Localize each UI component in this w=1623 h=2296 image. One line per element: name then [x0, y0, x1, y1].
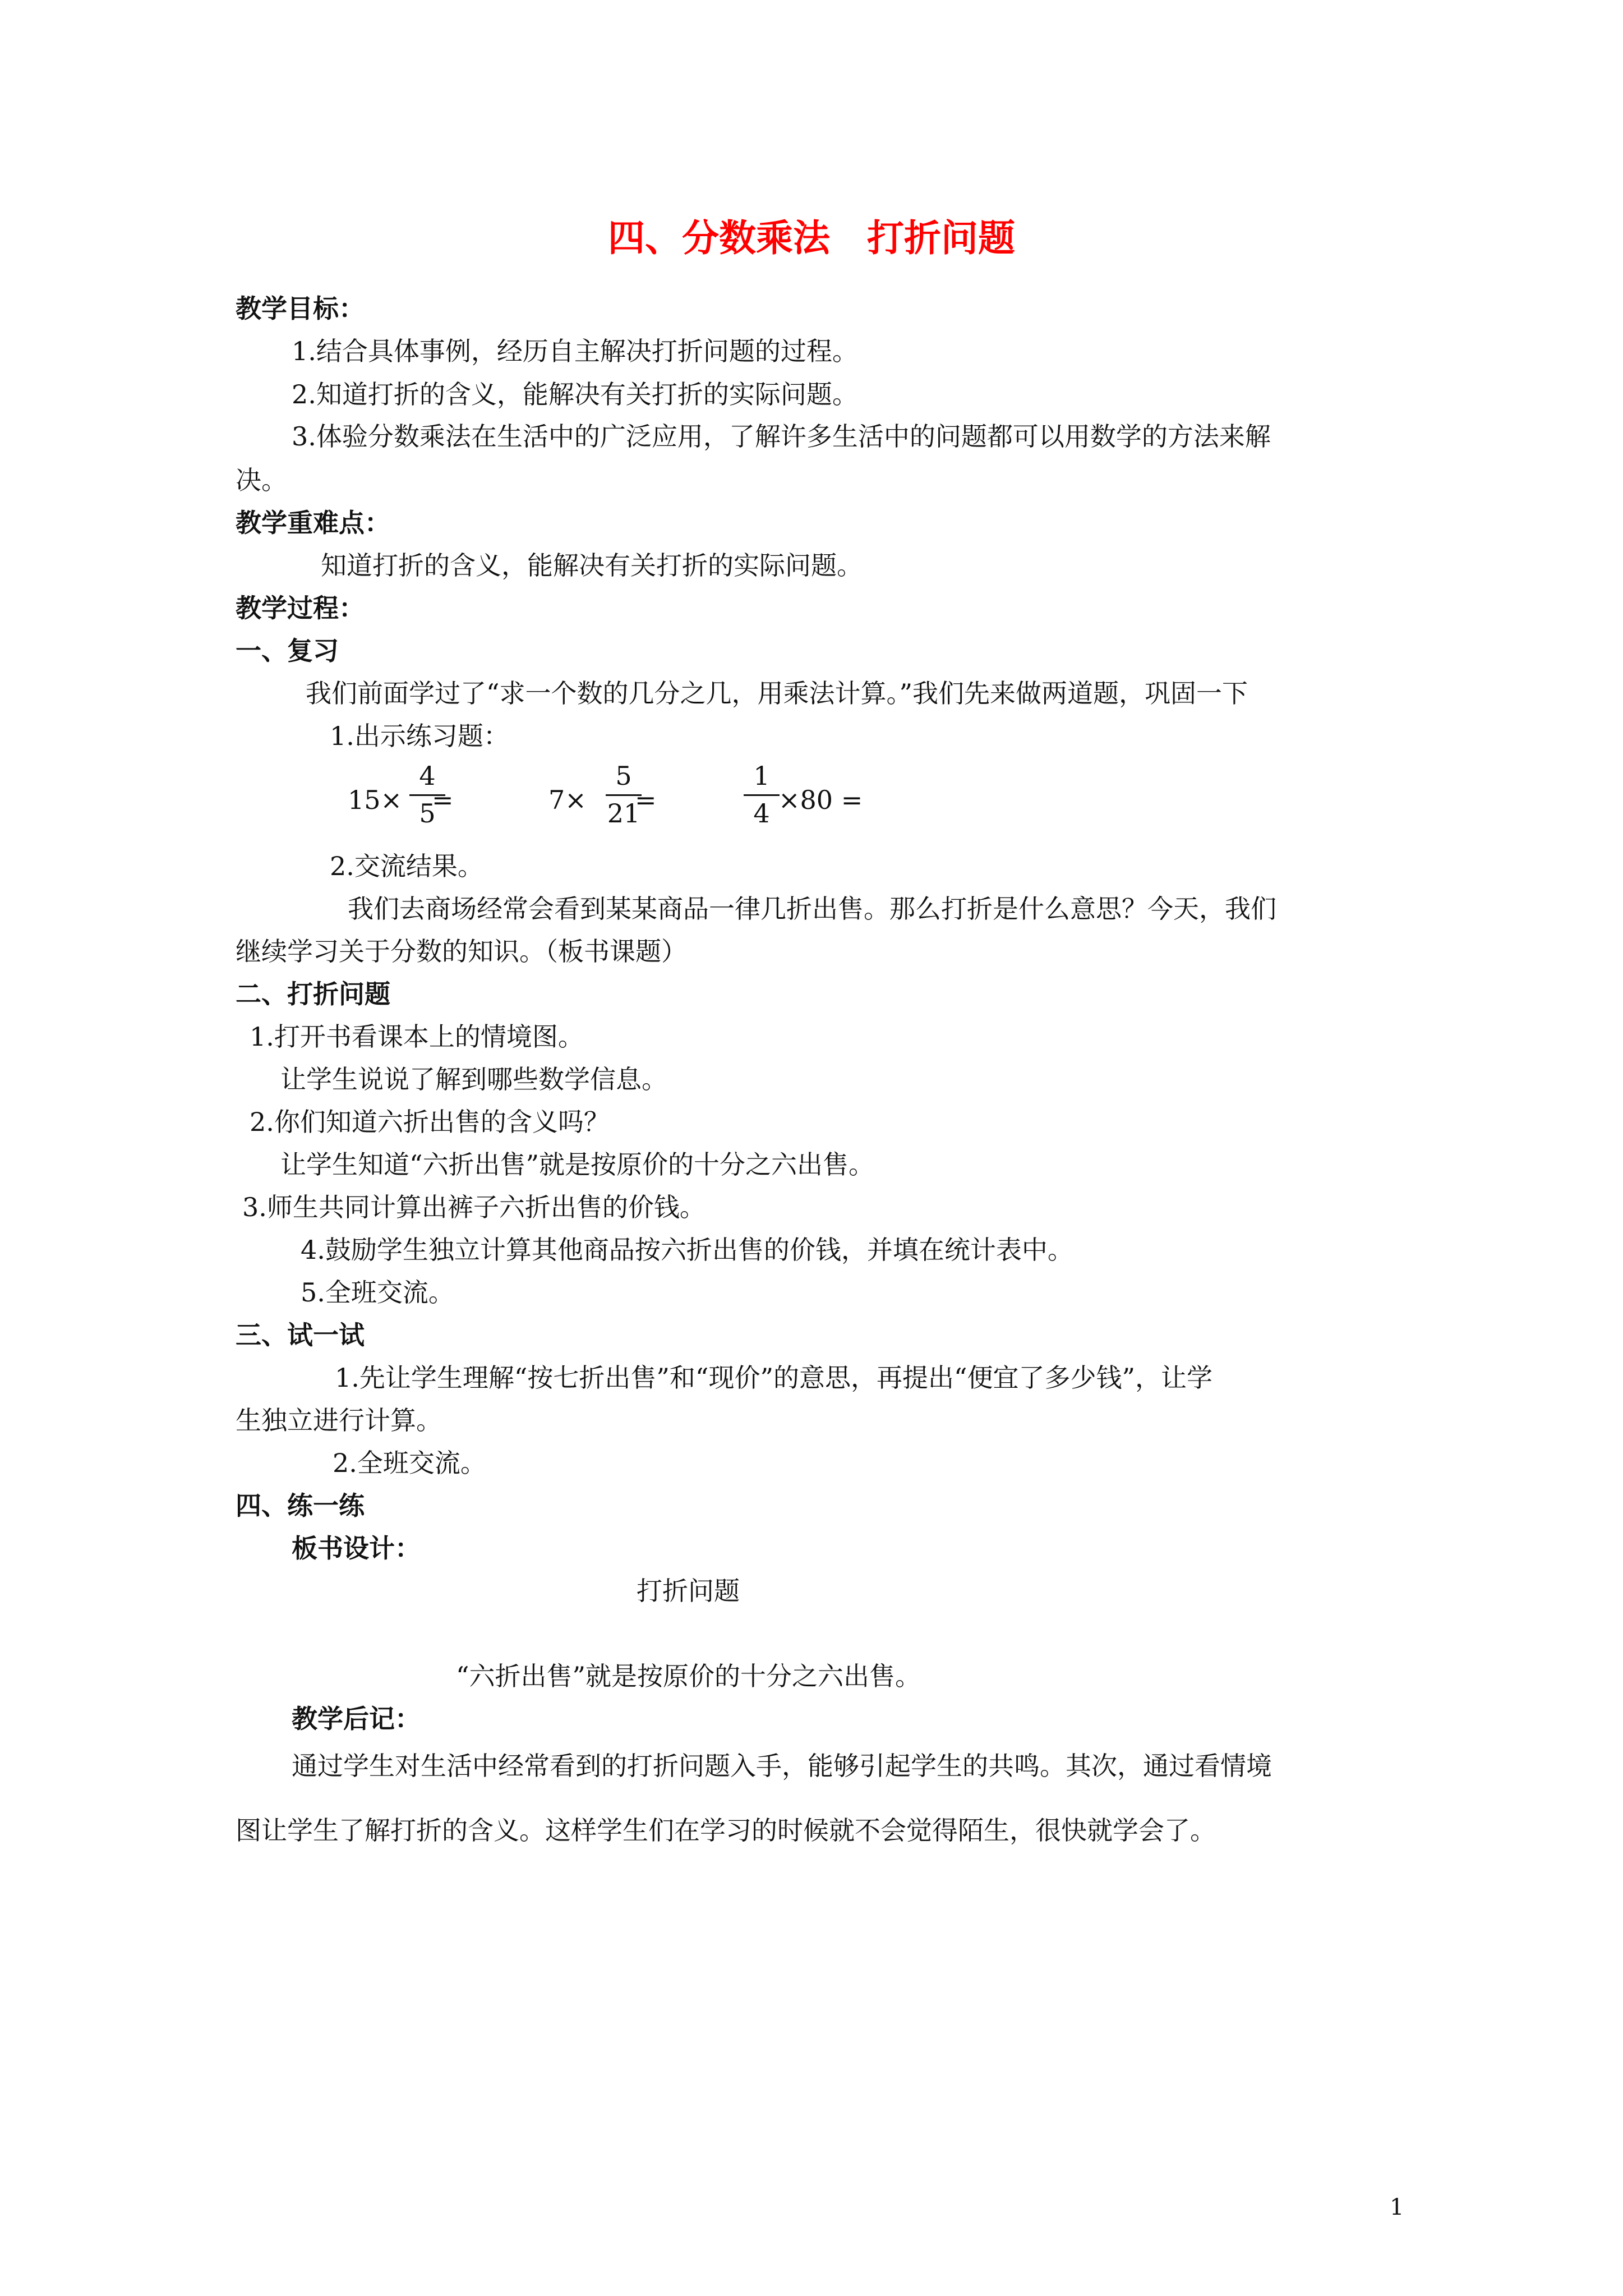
reflection-line-2: 图让学生了解打折的含义。这样学生们在学习的时候就不会觉得陌生，很快就学会了。: [236, 1815, 1216, 1846]
discount-line-1: 1.打开书看课本上的情境图。: [250, 1022, 584, 1052]
discount-line-3: 2.你们知道六折出售的含义吗？: [250, 1107, 610, 1137]
key-points-text: 知道打折的含义，能解决有关打折的实际问题。: [321, 550, 863, 581]
review-paragraph-line-2: 继续学习关于分数的知识。（板书课题）: [236, 936, 687, 967]
objective-item-1: 1.结合具体事例，经历自主解决打折问题的过程。: [292, 336, 858, 366]
key-points-heading: 教学重难点：: [236, 508, 390, 538]
fraction-bar: [744, 794, 780, 796]
discount-line-6: 4.鼓励学生独立计算其他商品按六折出售的价钱，并填在统计表中。: [301, 1235, 1073, 1265]
objective-item-2: 2.知道打折的含义，能解决有关打折的实际问题。: [292, 379, 858, 409]
reflection-line-1: 通过学生对生活中经常看到的打折问题入手，能够引起学生的共鸣。其次，通过看情境: [292, 1751, 1272, 1781]
page-number: 1: [1390, 2194, 1404, 2220]
reflection-heading: 教学后记：: [292, 1704, 421, 1734]
review-heading: 一、复习: [236, 636, 339, 666]
page-title: 四、分数乘法 打折问题: [608, 217, 1015, 260]
board-heading: 板书设计：: [292, 1533, 421, 1563]
exercise-3-denominator: 4: [753, 798, 770, 829]
practice-heading: 四、练一练: [236, 1490, 365, 1521]
exercise-1-whole: 15×: [348, 785, 403, 815]
objective-item-3-cont: 决。: [236, 465, 287, 495]
exercise-1-numerator: 4: [419, 761, 436, 791]
exercise-1-denominator: 5: [419, 798, 436, 829]
exercise-2-numerator: 5: [615, 761, 632, 791]
exercise-3-numerator: 1: [753, 761, 770, 791]
process-heading: 教学过程：: [236, 593, 365, 623]
objectives-heading: 教学目标：: [236, 293, 365, 324]
exercise-2-whole: 7×: [548, 785, 587, 815]
discount-line-2: 让学生说说了解到哪些数学信息。: [280, 1064, 667, 1094]
try-line-1: 1.先让学生理解“按七折出售”和“现价”的意思，再提出“便宜了多少钱”，让学: [335, 1363, 1212, 1393]
exercise-2-denominator: 21: [607, 798, 640, 829]
discount-heading: 二、打折问题: [236, 979, 390, 1009]
exercise-2-equals: =: [635, 785, 657, 815]
discount-line-4: 让学生知道“六折出售”就是按原价的十分之六出售。: [280, 1149, 875, 1180]
board-title: 打折问题: [637, 1576, 740, 1606]
exercise-3-rest: ×80 =: [778, 785, 863, 815]
objective-item-3: 3.体验分数乘法在生活中的广泛应用，了解许多生活中的问题都可以用数学的方法来解: [292, 421, 1271, 452]
exercise-3-fraction: [739, 761, 784, 829]
review-intro: 我们前面学过了“求一个数的几分之几，用乘法计算。”我们先来做两道题，巩固一下: [306, 678, 1248, 708]
review-step-1: 1.出示练习题：: [330, 721, 509, 751]
exercise-1-equals: =: [432, 785, 454, 815]
review-step-2: 2.交流结果。: [330, 851, 483, 881]
board-content: “六折出售”就是按原价的十分之六出售。: [456, 1661, 921, 1691]
try-line-3: 2.全班交流。: [333, 1448, 486, 1478]
try-line-2: 生独立进行计算。: [236, 1405, 442, 1435]
try-heading: 三、试一试: [236, 1320, 365, 1350]
discount-line-7: 5.全班交流。: [301, 1277, 454, 1308]
discount-line-5: 3.师生共同计算出裤子六折出售的价钱。: [242, 1192, 706, 1222]
review-paragraph-line-1: 我们去商场经常会看到某某商品一律几折出售。那么打折是什么意思？今天，我们: [348, 894, 1276, 924]
